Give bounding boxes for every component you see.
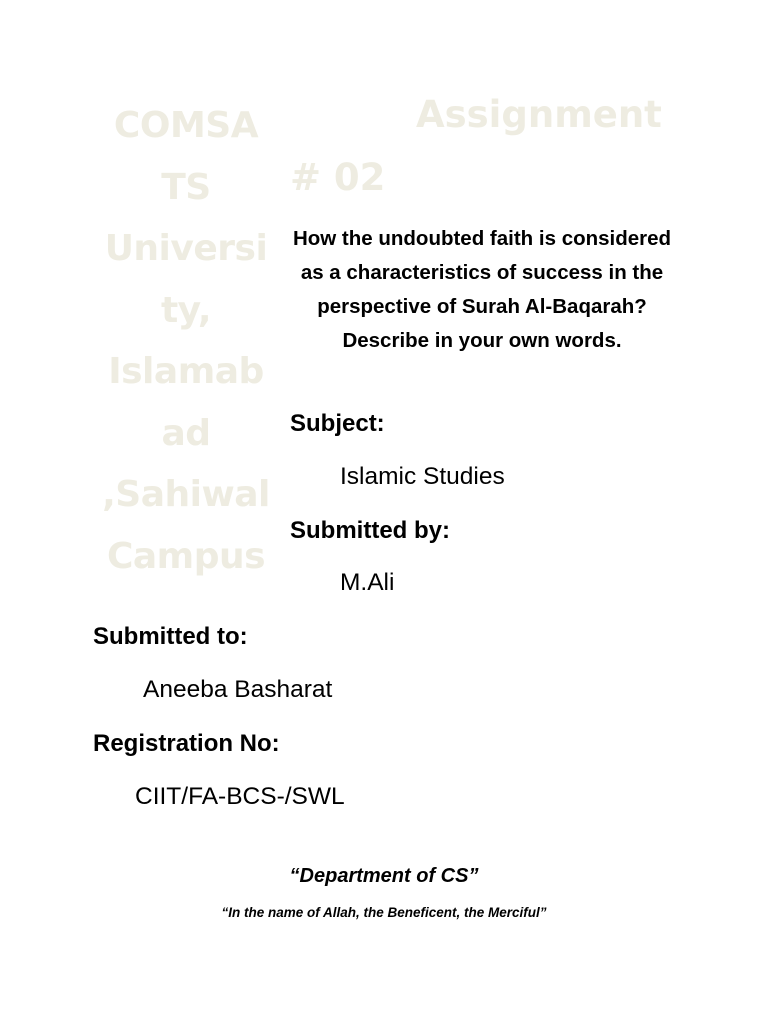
registration-value: CIIT/FA-BCS-/SWL xyxy=(135,783,345,810)
university-name xyxy=(100,95,272,587)
subject-label: Subject: xyxy=(290,410,385,437)
submitted-by-label: Submitted by: xyxy=(290,517,450,544)
university-name-line: ty, xyxy=(160,289,212,331)
university-name-line: Islamab xyxy=(108,351,264,392)
university-name-line: ,Sahiwal xyxy=(102,474,270,515)
assignment-title: Assignment xyxy=(416,93,662,136)
assignment-number: # 02 xyxy=(290,156,386,199)
assignment-question: How the undoubted faith is considered as a characteristics of success in the perspective of Surah Al-Baqarah? Describe in your own words. xyxy=(292,227,672,352)
university-name-line: COMSA xyxy=(113,105,259,146)
submitted-by-value: M.Ali xyxy=(340,569,395,596)
department-name: “Department of CS” xyxy=(289,865,479,887)
subject-value: Islamic Studies xyxy=(340,463,505,490)
submitted-to-value: Aneeba Basharat xyxy=(143,676,333,703)
university-name-line: ad xyxy=(161,412,211,454)
university-name-line: TS xyxy=(161,166,211,208)
university-name-line: Campus xyxy=(106,535,266,577)
university-name-line: Universi xyxy=(104,228,268,269)
motto: “In the name of Allah, the Beneficent, the Merciful” xyxy=(221,905,547,920)
registration-label: Registration No: xyxy=(93,730,280,757)
submitted-to-label: Submitted to: xyxy=(93,623,248,650)
